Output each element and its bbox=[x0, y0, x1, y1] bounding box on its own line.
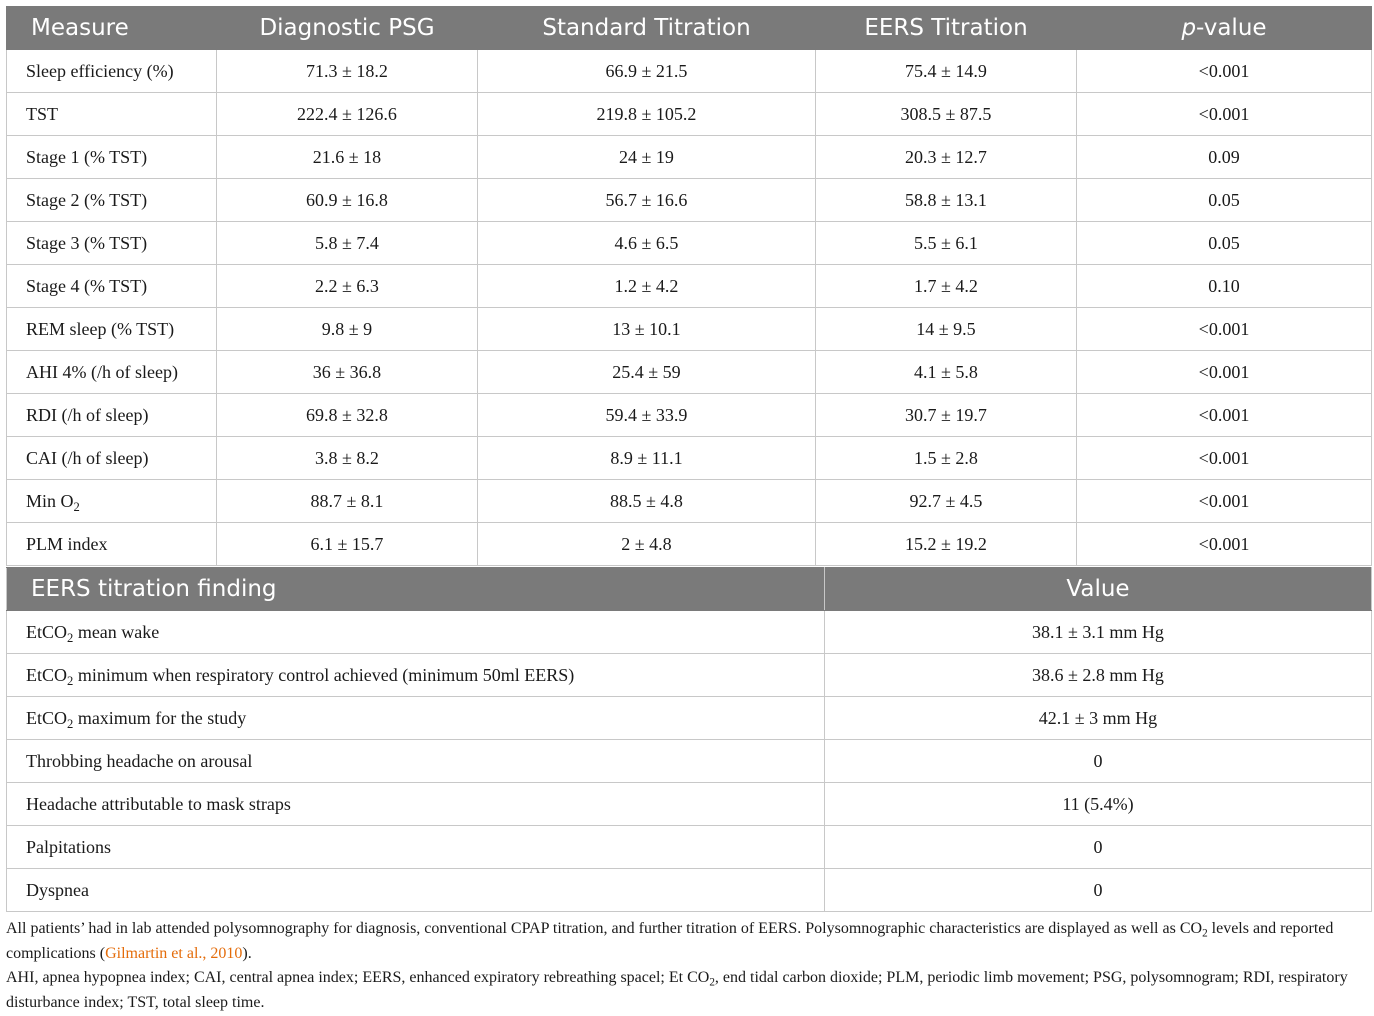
row-label: Stage 2 (% TST) bbox=[7, 179, 217, 222]
cell-eers: 14 ± 9.5 bbox=[816, 308, 1077, 351]
table-row bbox=[7, 265, 1372, 308]
finding-label bbox=[7, 611, 825, 654]
cell-diagnostic: 2.2 ± 6.3 bbox=[217, 265, 478, 308]
header-value: Value bbox=[825, 568, 1372, 611]
finding-label: Dyspnea bbox=[7, 869, 825, 912]
cell-standard: 1.2 ± 4.2 bbox=[478, 265, 816, 308]
footnote-text-b: levels and reported complications ( bbox=[6, 920, 1334, 962]
row-label: Sleep efficiency (%) bbox=[7, 50, 217, 93]
cell-p-value: <0.001 bbox=[1077, 50, 1372, 93]
table-row bbox=[7, 654, 1372, 697]
row-label bbox=[7, 480, 217, 523]
finding-label-text: maximum for the study bbox=[73, 707, 247, 728]
cell-p-value: <0.001 bbox=[1077, 93, 1372, 136]
abbrev-text-b: , end tidal carbon dioxide; PLM, periodic limb movement; PSG, polysomnogram; RDI, respiratory disturbance index; TST, total sleep time. bbox=[6, 969, 1348, 1011]
table-footnote-abbreviations bbox=[6, 966, 1370, 1015]
header-eers-finding: EERS titration finding bbox=[7, 568, 825, 611]
cell-eers: 1.5 ± 2.8 bbox=[816, 437, 1077, 480]
row-label: Stage 1 (% TST) bbox=[7, 136, 217, 179]
table-row bbox=[7, 480, 1372, 523]
table-row bbox=[7, 394, 1372, 437]
cell-diagnostic: 36 ± 36.8 bbox=[217, 351, 478, 394]
cell-diagnostic: 88.7 ± 8.1 bbox=[217, 480, 478, 523]
cell-standard: 66.9 ± 21.5 bbox=[478, 50, 816, 93]
table-row bbox=[7, 437, 1372, 480]
abbrev-text-a: AHI, apnea hypopnea index; CAI, central apnea index; EERS, enhanced expiratory rebreathing spacel; Et CO bbox=[6, 969, 710, 986]
cell-standard: 59.4 ± 33.9 bbox=[478, 394, 816, 437]
subscript-2: 2 bbox=[1202, 927, 1208, 940]
cell-eers: 1.7 ± 4.2 bbox=[816, 265, 1077, 308]
row-label: Stage 3 (% TST) bbox=[7, 222, 217, 265]
row-label-text: Min O bbox=[26, 490, 74, 511]
cell-diagnostic: 6.1 ± 15.7 bbox=[217, 523, 478, 566]
table-footnote-description bbox=[6, 917, 1370, 966]
row-label: AHI 4% (/h of sleep) bbox=[7, 351, 217, 394]
cell-standard: 4.6 ± 6.5 bbox=[478, 222, 816, 265]
citation-link[interactable]: Gilmartin et al., 2010 bbox=[105, 944, 243, 962]
finding-value: 38.1 ± 3.1 mm Hg bbox=[825, 611, 1372, 654]
cell-eers: 15.2 ± 19.2 bbox=[816, 523, 1077, 566]
cell-diagnostic: 222.4 ± 126.6 bbox=[217, 93, 478, 136]
footnote-text-a: All patients’ had in lab attended polysomnography for diagnosis, conventional CPAP titration, and further titration of EERS. Polysomnographic characteristics are displayed as well as CO bbox=[6, 920, 1203, 937]
cell-standard: 56.7 ± 16.6 bbox=[478, 179, 816, 222]
cell-eers: 92.7 ± 4.5 bbox=[816, 480, 1077, 523]
finding-value: 11 (5.4%) bbox=[825, 783, 1372, 826]
subscript-2: 2 bbox=[67, 673, 74, 688]
finding-label: Throbbing headache on arousal bbox=[7, 740, 825, 783]
header-p-value bbox=[1077, 7, 1372, 50]
table-row bbox=[7, 826, 1372, 869]
table-row bbox=[7, 611, 1372, 654]
finding-label-text: minimum when respiratory control achieved (minimum 50ml EERS) bbox=[73, 664, 575, 685]
cell-p-value: <0.001 bbox=[1077, 308, 1372, 351]
eers-findings-table bbox=[6, 567, 1372, 912]
table-row bbox=[7, 351, 1372, 394]
finding-label-text: mean wake bbox=[73, 621, 160, 642]
table-row bbox=[7, 308, 1372, 351]
cell-eers: 4.1 ± 5.8 bbox=[816, 351, 1077, 394]
header-measure: Measure bbox=[7, 7, 217, 50]
cell-diagnostic: 5.8 ± 7.4 bbox=[217, 222, 478, 265]
cell-diagnostic: 71.3 ± 18.2 bbox=[217, 50, 478, 93]
finding-value: 42.1 ± 3 mm Hg bbox=[825, 697, 1372, 740]
finding-label bbox=[7, 654, 825, 697]
row-label: PLM index bbox=[7, 523, 217, 566]
subscript-2: 2 bbox=[73, 499, 80, 514]
finding-value: 0 bbox=[825, 869, 1372, 912]
psg-results-table bbox=[6, 6, 1372, 566]
cell-p-value: <0.001 bbox=[1077, 351, 1372, 394]
cell-standard: 25.4 ± 59 bbox=[478, 351, 816, 394]
row-label: Stage 4 (% TST) bbox=[7, 265, 217, 308]
table-row bbox=[7, 222, 1372, 265]
cell-p-value: 0.05 bbox=[1077, 179, 1372, 222]
header-diagnostic-psg: Diagnostic PSG bbox=[217, 7, 478, 50]
table-header-row bbox=[7, 7, 1372, 50]
table-row bbox=[7, 136, 1372, 179]
cell-p-value: <0.001 bbox=[1077, 523, 1372, 566]
table-row bbox=[7, 93, 1372, 136]
cell-p-value: <0.001 bbox=[1077, 394, 1372, 437]
table-row bbox=[7, 869, 1372, 912]
cell-p-value: 0.09 bbox=[1077, 136, 1372, 179]
cell-eers: 5.5 ± 6.1 bbox=[816, 222, 1077, 265]
footnote-text-c: ). bbox=[242, 944, 252, 962]
finding-label bbox=[7, 697, 825, 740]
cell-diagnostic: 69.8 ± 32.8 bbox=[217, 394, 478, 437]
cell-eers: 308.5 ± 87.5 bbox=[816, 93, 1077, 136]
finding-value: 38.6 ± 2.8 mm Hg bbox=[825, 654, 1372, 697]
cell-diagnostic: 60.9 ± 16.8 bbox=[217, 179, 478, 222]
table-header-row bbox=[7, 568, 1372, 611]
header-p-suffix: -value bbox=[1196, 15, 1267, 41]
etco-text: EtCO bbox=[26, 621, 68, 642]
cell-p-value: 0.10 bbox=[1077, 265, 1372, 308]
finding-label: Palpitations bbox=[7, 826, 825, 869]
header-eers-titration: EERS Titration bbox=[816, 7, 1077, 50]
cell-diagnostic: 21.6 ± 18 bbox=[217, 136, 478, 179]
row-label: REM sleep (% TST) bbox=[7, 308, 217, 351]
cell-diagnostic: 3.8 ± 8.2 bbox=[217, 437, 478, 480]
cell-standard: 13 ± 10.1 bbox=[478, 308, 816, 351]
cell-standard: 2 ± 4.8 bbox=[478, 523, 816, 566]
table-row bbox=[7, 179, 1372, 222]
subscript-2: 2 bbox=[67, 630, 74, 645]
header-standard-titration: Standard Titration bbox=[478, 7, 816, 50]
row-label: TST bbox=[7, 93, 217, 136]
subscript-2: 2 bbox=[67, 716, 74, 731]
table-row bbox=[7, 50, 1372, 93]
cell-eers: 58.8 ± 13.1 bbox=[816, 179, 1077, 222]
cell-diagnostic: 9.8 ± 9 bbox=[217, 308, 478, 351]
row-label: RDI (/h of sleep) bbox=[7, 394, 217, 437]
finding-value: 0 bbox=[825, 826, 1372, 869]
cell-eers: 75.4 ± 14.9 bbox=[816, 50, 1077, 93]
etco-text: EtCO bbox=[26, 664, 68, 685]
cell-standard: 88.5 ± 4.8 bbox=[478, 480, 816, 523]
header-p-italic: p bbox=[1181, 15, 1197, 41]
table-row bbox=[7, 740, 1372, 783]
cell-standard: 219.8 ± 105.2 bbox=[478, 93, 816, 136]
table-row bbox=[7, 523, 1372, 566]
finding-value: 0 bbox=[825, 740, 1372, 783]
table-row bbox=[7, 697, 1372, 740]
cell-p-value: <0.001 bbox=[1077, 437, 1372, 480]
row-label: CAI (/h of sleep) bbox=[7, 437, 217, 480]
cell-eers: 30.7 ± 19.7 bbox=[816, 394, 1077, 437]
finding-label: Headache attributable to mask straps bbox=[7, 783, 825, 826]
table-row bbox=[7, 783, 1372, 826]
cell-standard: 24 ± 19 bbox=[478, 136, 816, 179]
subscript-2: 2 bbox=[709, 976, 715, 989]
cell-eers: 20.3 ± 12.7 bbox=[816, 136, 1077, 179]
cell-standard: 8.9 ± 11.1 bbox=[478, 437, 816, 480]
cell-p-value: <0.001 bbox=[1077, 480, 1372, 523]
etco-text: EtCO bbox=[26, 707, 68, 728]
cell-p-value: 0.05 bbox=[1077, 222, 1372, 265]
